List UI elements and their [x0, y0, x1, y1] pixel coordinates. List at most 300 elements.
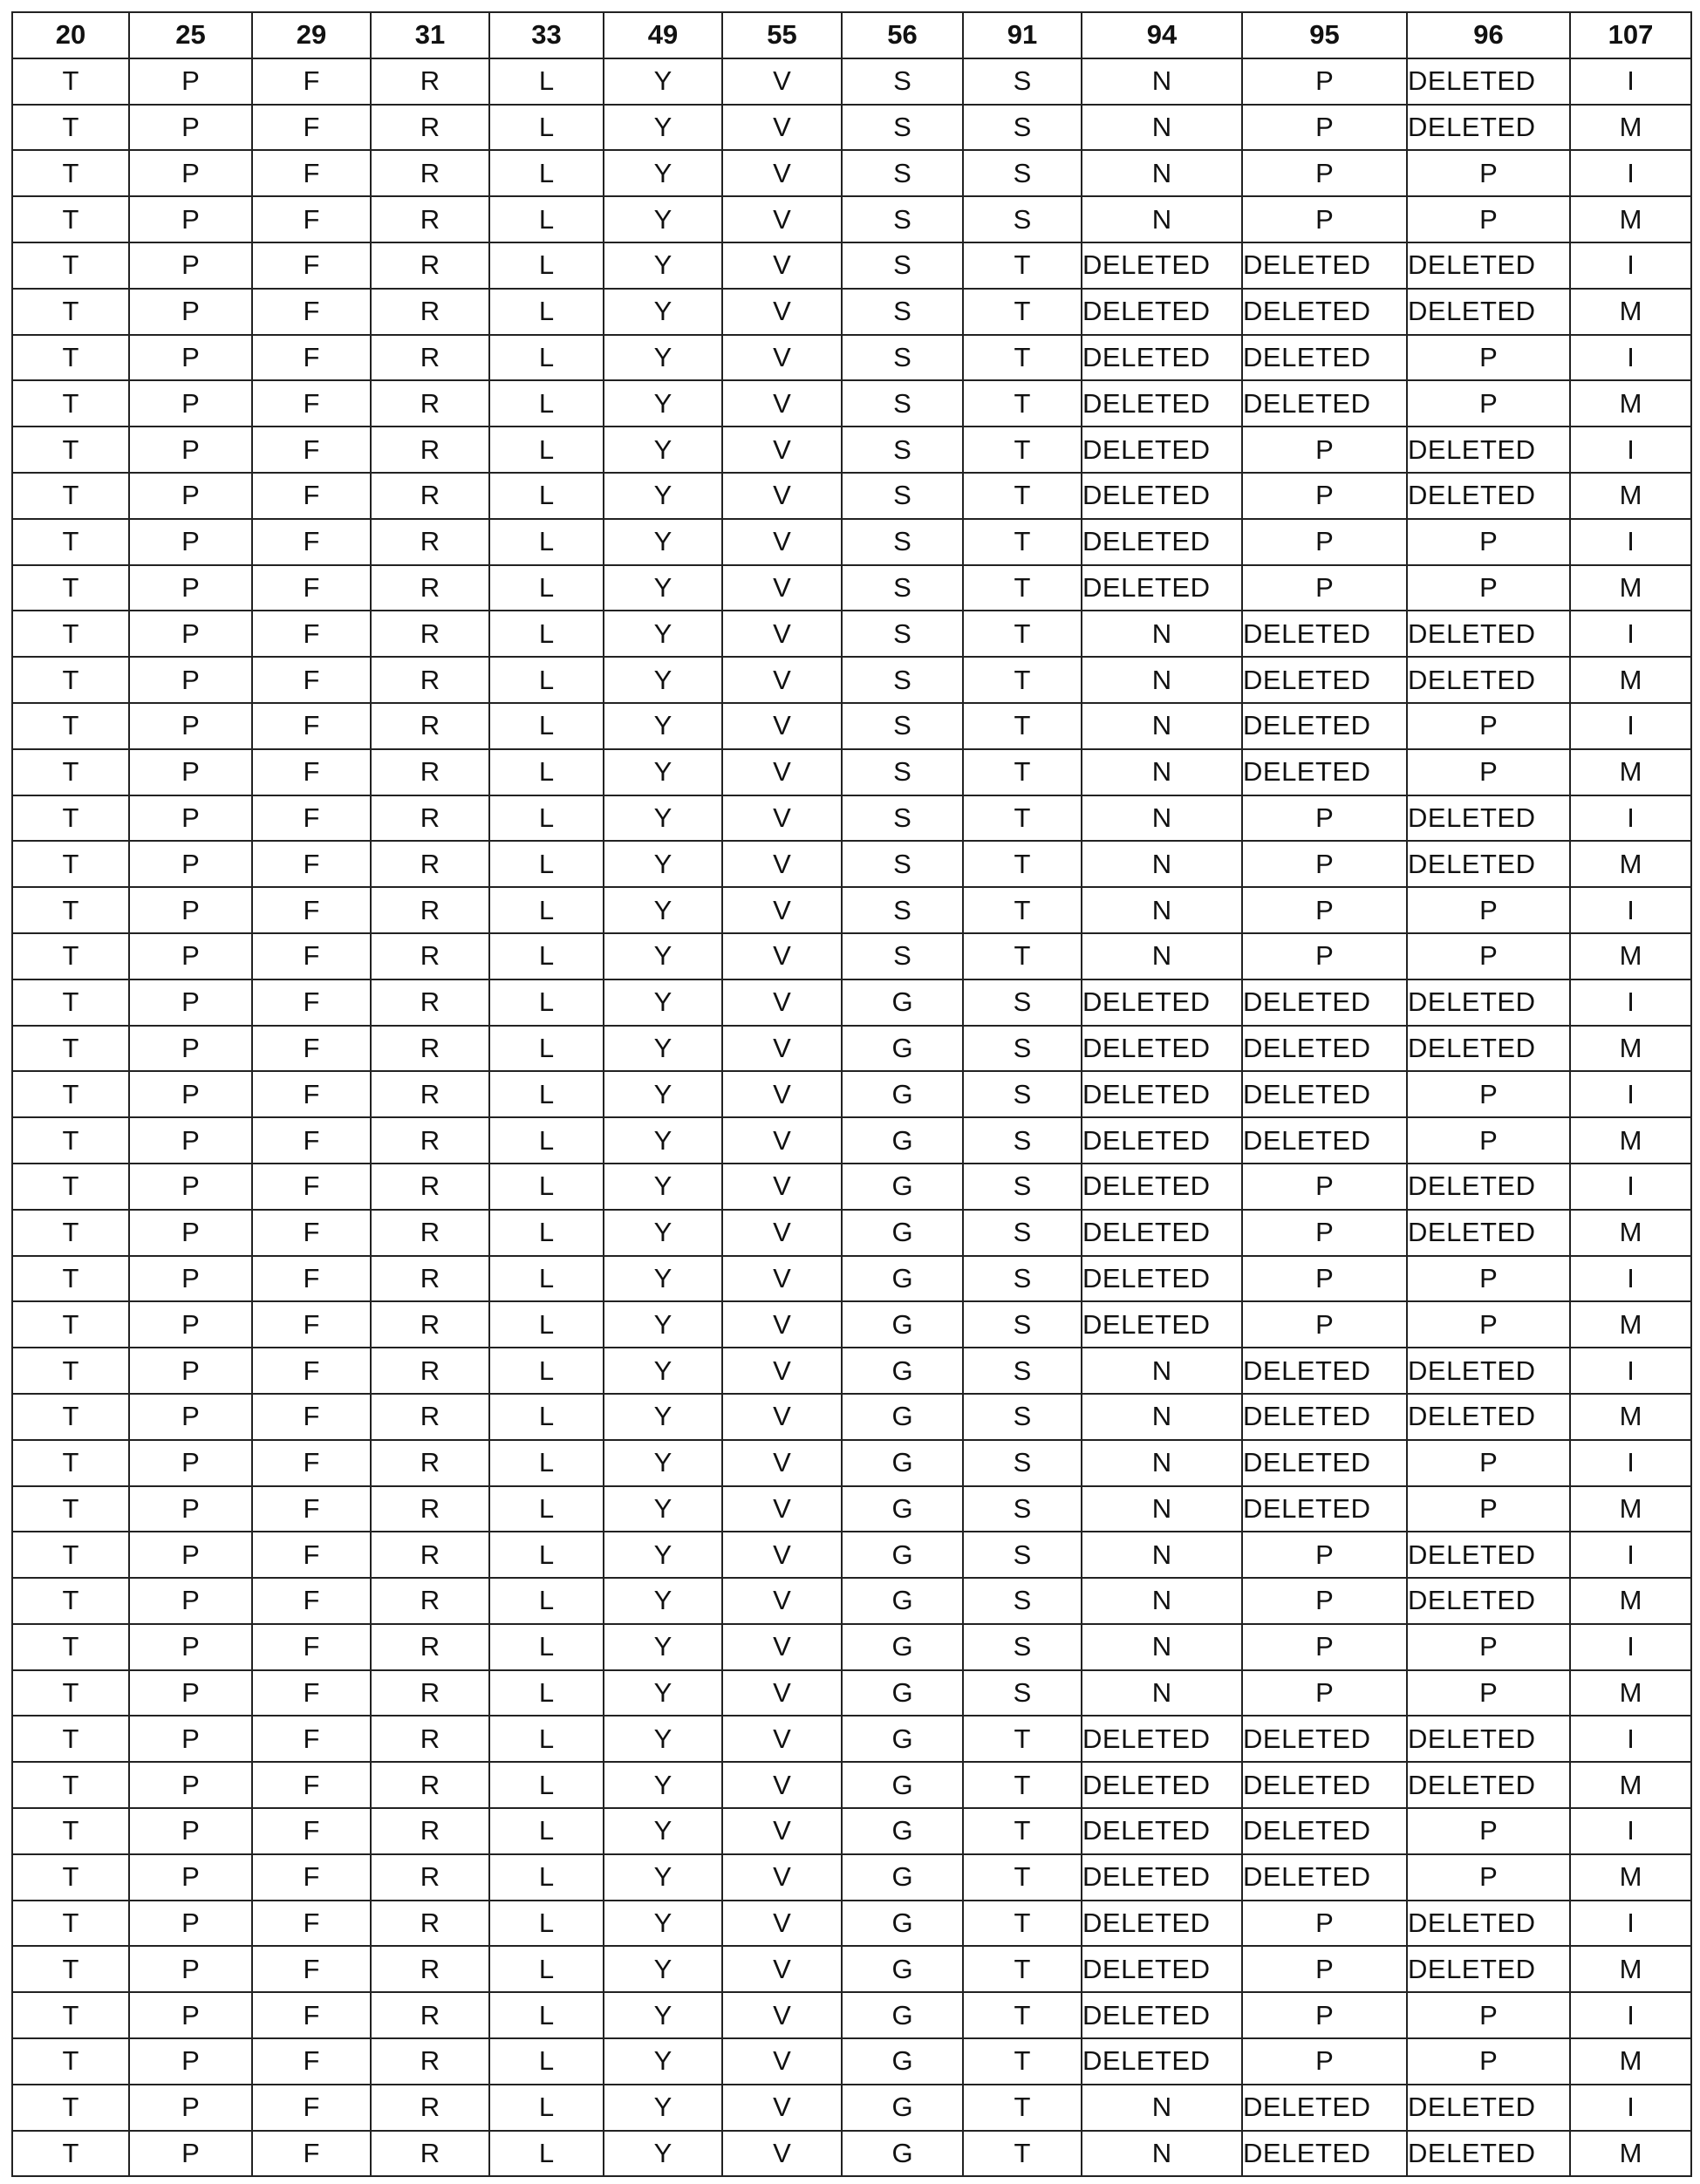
cell-position-107: I	[1570, 1808, 1691, 1854]
cell-position-95: DELETED	[1242, 2131, 1407, 2177]
cell-position-25: P	[129, 1670, 252, 1716]
cell-position-55: V	[722, 979, 842, 1026]
cell-position-56: S	[842, 749, 963, 795]
cell-position-49: Y	[604, 380, 722, 427]
cell-position-25: P	[129, 703, 252, 749]
cell-position-56: S	[842, 473, 963, 519]
cell-position-29: F	[252, 933, 371, 979]
cell-position-96: DELETED	[1407, 1901, 1570, 1947]
cell-position-95: P	[1242, 1532, 1407, 1578]
cell-position-96: P	[1407, 1256, 1570, 1302]
cell-position-49: Y	[604, 565, 722, 611]
cell-position-91: S	[963, 1670, 1082, 1716]
cell-position-95: P	[1242, 150, 1407, 196]
cell-position-25: P	[129, 795, 252, 842]
table-row	[12, 2038, 1691, 2085]
cell-position-107: I	[1570, 1992, 1691, 2038]
cell-position-94: DELETED	[1082, 1210, 1242, 1256]
cell-position-95: DELETED	[1242, 1348, 1407, 1394]
table-row	[12, 979, 1691, 1026]
cell-position-29: F	[252, 289, 371, 335]
cell-position-56: G	[842, 1901, 963, 1947]
cell-position-31: R	[371, 1071, 489, 1117]
cell-position-55: V	[722, 58, 842, 105]
table-row	[12, 841, 1691, 887]
cell-position-96: DELETED	[1407, 1578, 1570, 1624]
cell-position-95: DELETED	[1242, 1071, 1407, 1117]
cell-position-94: DELETED	[1082, 1256, 1242, 1302]
cell-position-56: G	[842, 1946, 963, 1992]
cell-position-31: R	[371, 1716, 489, 1762]
cell-position-29: F	[252, 1026, 371, 1072]
cell-position-55: V	[722, 657, 842, 703]
cell-position-29: F	[252, 1210, 371, 1256]
cell-position-94: N	[1082, 1624, 1242, 1670]
cell-position-107: M	[1570, 2131, 1691, 2177]
cell-position-29: F	[252, 1440, 371, 1486]
cell-position-107: M	[1570, 1946, 1691, 1992]
cell-position-31: R	[371, 2038, 489, 2085]
cell-position-91: S	[963, 1117, 1082, 1164]
cell-position-29: F	[252, 1532, 371, 1578]
cell-position-33: L	[489, 703, 604, 749]
cell-position-33: L	[489, 105, 604, 151]
cell-position-20: T	[12, 380, 129, 427]
cell-position-55: V	[722, 1532, 842, 1578]
table-row	[12, 1901, 1691, 1947]
cell-position-91: S	[963, 150, 1082, 196]
cell-position-91: T	[963, 1716, 1082, 1762]
cell-position-33: L	[489, 1624, 604, 1670]
cell-position-31: R	[371, 657, 489, 703]
cell-position-95: P	[1242, 105, 1407, 151]
cell-position-31: R	[371, 979, 489, 1026]
cell-position-107: I	[1570, 150, 1691, 196]
cell-position-107: M	[1570, 1670, 1691, 1716]
cell-position-56: G	[842, 2085, 963, 2131]
column-header-33: 33	[489, 12, 604, 58]
cell-position-49: Y	[604, 1117, 722, 1164]
cell-position-96: P	[1407, 1670, 1570, 1716]
cell-position-107: I	[1570, 519, 1691, 565]
cell-position-91: T	[963, 795, 1082, 842]
cell-position-49: Y	[604, 1624, 722, 1670]
cell-position-95: DELETED	[1242, 242, 1407, 289]
cell-position-95: DELETED	[1242, 289, 1407, 335]
cell-position-25: P	[129, 1486, 252, 1532]
table-row	[12, 335, 1691, 381]
cell-position-49: Y	[604, 887, 722, 933]
cell-position-33: L	[489, 1026, 604, 1072]
cell-position-29: F	[252, 1854, 371, 1901]
cell-position-33: L	[489, 1071, 604, 1117]
cell-position-49: Y	[604, 1026, 722, 1072]
cell-position-20: T	[12, 242, 129, 289]
cell-position-96: P	[1407, 1071, 1570, 1117]
cell-position-20: T	[12, 289, 129, 335]
cell-position-20: T	[12, 105, 129, 151]
cell-position-33: L	[489, 1716, 604, 1762]
cell-position-107: M	[1570, 749, 1691, 795]
cell-position-25: P	[129, 427, 252, 473]
cell-position-25: P	[129, 1854, 252, 1901]
cell-position-25: P	[129, 1440, 252, 1486]
cell-position-94: N	[1082, 933, 1242, 979]
cell-position-95: DELETED	[1242, 1486, 1407, 1532]
cell-position-56: S	[842, 242, 963, 289]
cell-position-25: P	[129, 1762, 252, 1808]
cell-position-29: F	[252, 841, 371, 887]
cell-position-96: P	[1407, 519, 1570, 565]
cell-position-95: DELETED	[1242, 1762, 1407, 1808]
cell-position-33: L	[489, 1256, 604, 1302]
cell-position-31: R	[371, 473, 489, 519]
cell-position-55: V	[722, 749, 842, 795]
column-header-55: 55	[722, 12, 842, 58]
cell-position-94: DELETED	[1082, 1854, 1242, 1901]
cell-position-20: T	[12, 427, 129, 473]
cell-position-96: P	[1407, 887, 1570, 933]
cell-position-20: T	[12, 1164, 129, 1210]
cell-position-25: P	[129, 1532, 252, 1578]
cell-position-95: DELETED	[1242, 749, 1407, 795]
cell-position-94: DELETED	[1082, 1946, 1242, 1992]
cell-position-96: P	[1407, 1117, 1570, 1164]
cell-position-55: V	[722, 2038, 842, 2085]
cell-position-96: P	[1407, 1301, 1570, 1348]
cell-position-29: F	[252, 1256, 371, 1302]
cell-position-94: N	[1082, 1348, 1242, 1394]
cell-position-96: DELETED	[1407, 1348, 1570, 1394]
cell-position-95: P	[1242, 196, 1407, 242]
cell-position-33: L	[489, 749, 604, 795]
cell-position-107: I	[1570, 703, 1691, 749]
cell-position-25: P	[129, 2131, 252, 2177]
table-row	[12, 1164, 1691, 1210]
table-row	[12, 565, 1691, 611]
cell-position-91: T	[963, 565, 1082, 611]
cell-position-94: N	[1082, 841, 1242, 887]
cell-position-95: DELETED	[1242, 2085, 1407, 2131]
column-header-25: 25	[129, 12, 252, 58]
cell-position-25: P	[129, 1348, 252, 1394]
cell-position-29: F	[252, 1394, 371, 1440]
table-row	[12, 933, 1691, 979]
cell-position-96: DELETED	[1407, 1946, 1570, 1992]
cell-position-29: F	[252, 196, 371, 242]
cell-position-95: DELETED	[1242, 335, 1407, 381]
cell-position-107: M	[1570, 1762, 1691, 1808]
cell-position-31: R	[371, 795, 489, 842]
cell-position-25: P	[129, 611, 252, 657]
cell-position-55: V	[722, 242, 842, 289]
column-header-56: 56	[842, 12, 963, 58]
cell-position-20: T	[12, 196, 129, 242]
cell-position-49: Y	[604, 1348, 722, 1394]
cell-position-20: T	[12, 841, 129, 887]
cell-position-91: S	[963, 1624, 1082, 1670]
cell-position-96: DELETED	[1407, 1394, 1570, 1440]
cell-position-91: T	[963, 519, 1082, 565]
cell-position-25: P	[129, 1578, 252, 1624]
cell-position-55: V	[722, 519, 842, 565]
cell-position-56: S	[842, 887, 963, 933]
cell-position-94: N	[1082, 1486, 1242, 1532]
table-row	[12, 1532, 1691, 1578]
cell-position-29: F	[252, 1670, 371, 1716]
cell-position-95: P	[1242, 1301, 1407, 1348]
cell-position-25: P	[129, 335, 252, 381]
cell-position-49: Y	[604, 749, 722, 795]
cell-position-107: M	[1570, 1486, 1691, 1532]
cell-position-96: DELETED	[1407, 289, 1570, 335]
cell-position-96: DELETED	[1407, 105, 1570, 151]
cell-position-33: L	[489, 427, 604, 473]
column-header-107: 107	[1570, 12, 1691, 58]
table-row	[12, 1624, 1691, 1670]
cell-position-56: G	[842, 1301, 963, 1348]
cell-position-94: N	[1082, 1670, 1242, 1716]
cell-position-56: S	[842, 841, 963, 887]
cell-position-20: T	[12, 1071, 129, 1117]
cell-position-20: T	[12, 2131, 129, 2177]
cell-position-25: P	[129, 1256, 252, 1302]
cell-position-94: N	[1082, 887, 1242, 933]
cell-position-95: P	[1242, 841, 1407, 887]
cell-position-29: F	[252, 519, 371, 565]
cell-position-33: L	[489, 1486, 604, 1532]
cell-position-91: T	[963, 242, 1082, 289]
table-row	[12, 1440, 1691, 1486]
cell-position-96: DELETED	[1407, 1762, 1570, 1808]
cell-position-107: I	[1570, 1164, 1691, 1210]
cell-position-29: F	[252, 979, 371, 1026]
cell-position-25: P	[129, 1026, 252, 1072]
cell-position-31: R	[371, 150, 489, 196]
cell-position-96: DELETED	[1407, 979, 1570, 1026]
cell-position-107: M	[1570, 380, 1691, 427]
cell-position-55: V	[722, 1256, 842, 1302]
cell-position-31: R	[371, 611, 489, 657]
cell-position-25: P	[129, 1210, 252, 1256]
table-row	[12, 1716, 1691, 1762]
cell-position-31: R	[371, 1164, 489, 1210]
cell-position-94: DELETED	[1082, 1071, 1242, 1117]
cell-position-25: P	[129, 1301, 252, 1348]
cell-position-55: V	[722, 887, 842, 933]
cell-position-49: Y	[604, 657, 722, 703]
cell-position-55: V	[722, 611, 842, 657]
cell-position-91: S	[963, 1578, 1082, 1624]
cell-position-29: F	[252, 703, 371, 749]
cell-position-56: G	[842, 1486, 963, 1532]
cell-position-25: P	[129, 519, 252, 565]
cell-position-31: R	[371, 703, 489, 749]
cell-position-96: P	[1407, 933, 1570, 979]
cell-position-91: S	[963, 1301, 1082, 1348]
cell-position-107: I	[1570, 1901, 1691, 1947]
cell-position-20: T	[12, 1901, 129, 1947]
cell-position-96: P	[1407, 1440, 1570, 1486]
cell-position-25: P	[129, 1901, 252, 1947]
cell-position-29: F	[252, 1762, 371, 1808]
cell-position-56: G	[842, 1071, 963, 1117]
cell-position-33: L	[489, 242, 604, 289]
cell-position-29: F	[252, 242, 371, 289]
table-row	[12, 1486, 1691, 1532]
table-row	[12, 1762, 1691, 1808]
cell-position-94: DELETED	[1082, 1992, 1242, 2038]
cell-position-94: DELETED	[1082, 289, 1242, 335]
cell-position-33: L	[489, 1992, 604, 2038]
cell-position-91: S	[963, 1440, 1082, 1486]
cell-position-55: V	[722, 1808, 842, 1854]
cell-position-49: Y	[604, 1210, 722, 1256]
column-header-29: 29	[252, 12, 371, 58]
cell-position-55: V	[722, 565, 842, 611]
cell-position-20: T	[12, 150, 129, 196]
cell-position-31: R	[371, 887, 489, 933]
cell-position-29: F	[252, 1808, 371, 1854]
cell-position-33: L	[489, 1394, 604, 1440]
cell-position-91: S	[963, 105, 1082, 151]
cell-position-29: F	[252, 473, 371, 519]
cell-position-29: F	[252, 1624, 371, 1670]
cell-position-33: L	[489, 1854, 604, 1901]
cell-position-95: P	[1242, 2038, 1407, 2085]
cell-position-91: T	[963, 611, 1082, 657]
cell-position-29: F	[252, 150, 371, 196]
cell-position-31: R	[371, 1808, 489, 1854]
cell-position-95: DELETED	[1242, 1854, 1407, 1901]
cell-position-31: R	[371, 1670, 489, 1716]
cell-position-31: R	[371, 335, 489, 381]
table-row	[12, 1348, 1691, 1394]
table-row	[12, 1394, 1691, 1440]
cell-position-107: I	[1570, 1348, 1691, 1394]
cell-position-49: Y	[604, 427, 722, 473]
cell-position-107: M	[1570, 105, 1691, 151]
cell-position-20: T	[12, 703, 129, 749]
cell-position-49: Y	[604, 1578, 722, 1624]
cell-position-94: DELETED	[1082, 380, 1242, 427]
cell-position-107: I	[1570, 1071, 1691, 1117]
cell-position-29: F	[252, 1946, 371, 1992]
cell-position-95: DELETED	[1242, 1026, 1407, 1072]
cell-position-31: R	[371, 196, 489, 242]
cell-position-107: M	[1570, 1394, 1691, 1440]
column-header-31: 31	[371, 12, 489, 58]
table-row	[12, 611, 1691, 657]
cell-position-55: V	[722, 150, 842, 196]
cell-position-94: N	[1082, 150, 1242, 196]
cell-position-96: DELETED	[1407, 2085, 1570, 2131]
cell-position-94: DELETED	[1082, 519, 1242, 565]
cell-position-56: S	[842, 933, 963, 979]
cell-position-56: G	[842, 1578, 963, 1624]
cell-position-31: R	[371, 2131, 489, 2177]
cell-position-31: R	[371, 242, 489, 289]
cell-position-49: Y	[604, 979, 722, 1026]
cell-position-56: G	[842, 1854, 963, 1901]
cell-position-55: V	[722, 105, 842, 151]
cell-position-56: G	[842, 979, 963, 1026]
cell-position-49: Y	[604, 2038, 722, 2085]
table-row	[12, 2085, 1691, 2131]
cell-position-96: DELETED	[1407, 841, 1570, 887]
cell-position-20: T	[12, 611, 129, 657]
cell-position-55: V	[722, 795, 842, 842]
cell-position-31: R	[371, 1026, 489, 1072]
cell-position-96: P	[1407, 150, 1570, 196]
cell-position-20: T	[12, 1486, 129, 1532]
cell-position-20: T	[12, 2085, 129, 2131]
cell-position-107: I	[1570, 58, 1691, 105]
cell-position-91: T	[963, 2131, 1082, 2177]
cell-position-33: L	[489, 1532, 604, 1578]
cell-position-31: R	[371, 1394, 489, 1440]
cell-position-56: S	[842, 380, 963, 427]
cell-position-55: V	[722, 2085, 842, 2131]
cell-position-49: Y	[604, 58, 722, 105]
cell-position-20: T	[12, 1578, 129, 1624]
cell-position-31: R	[371, 1348, 489, 1394]
cell-position-33: L	[489, 1440, 604, 1486]
cell-position-91: T	[963, 1992, 1082, 2038]
cell-position-91: T	[963, 749, 1082, 795]
cell-position-25: P	[129, 58, 252, 105]
cell-position-25: P	[129, 933, 252, 979]
cell-position-49: Y	[604, 1486, 722, 1532]
cell-position-33: L	[489, 657, 604, 703]
cell-position-96: DELETED	[1407, 1532, 1570, 1578]
cell-position-55: V	[722, 196, 842, 242]
table-row	[12, 1071, 1691, 1117]
cell-position-94: DELETED	[1082, 565, 1242, 611]
cell-position-95: P	[1242, 933, 1407, 979]
cell-position-20: T	[12, 519, 129, 565]
cell-position-107: M	[1570, 657, 1691, 703]
cell-position-25: P	[129, 380, 252, 427]
column-header-49: 49	[604, 12, 722, 58]
cell-position-33: L	[489, 1946, 604, 1992]
cell-position-20: T	[12, 2038, 129, 2085]
cell-position-20: T	[12, 1854, 129, 1901]
cell-position-31: R	[371, 1117, 489, 1164]
cell-position-20: T	[12, 657, 129, 703]
cell-position-95: DELETED	[1242, 1440, 1407, 1486]
cell-position-20: T	[12, 1301, 129, 1348]
cell-position-95: DELETED	[1242, 1808, 1407, 1854]
cell-position-25: P	[129, 1071, 252, 1117]
cell-position-20: T	[12, 1026, 129, 1072]
cell-position-29: F	[252, 427, 371, 473]
cell-position-31: R	[371, 1440, 489, 1486]
cell-position-25: P	[129, 1117, 252, 1164]
cell-position-56: G	[842, 1808, 963, 1854]
cell-position-25: P	[129, 565, 252, 611]
cell-position-29: F	[252, 1348, 371, 1394]
cell-position-96: P	[1407, 1992, 1570, 2038]
cell-position-49: Y	[604, 242, 722, 289]
cell-position-25: P	[129, 887, 252, 933]
cell-position-94: DELETED	[1082, 242, 1242, 289]
cell-position-55: V	[722, 289, 842, 335]
cell-position-95: P	[1242, 473, 1407, 519]
cell-position-56: S	[842, 427, 963, 473]
cell-position-95: P	[1242, 1624, 1407, 1670]
cell-position-49: Y	[604, 1256, 722, 1302]
